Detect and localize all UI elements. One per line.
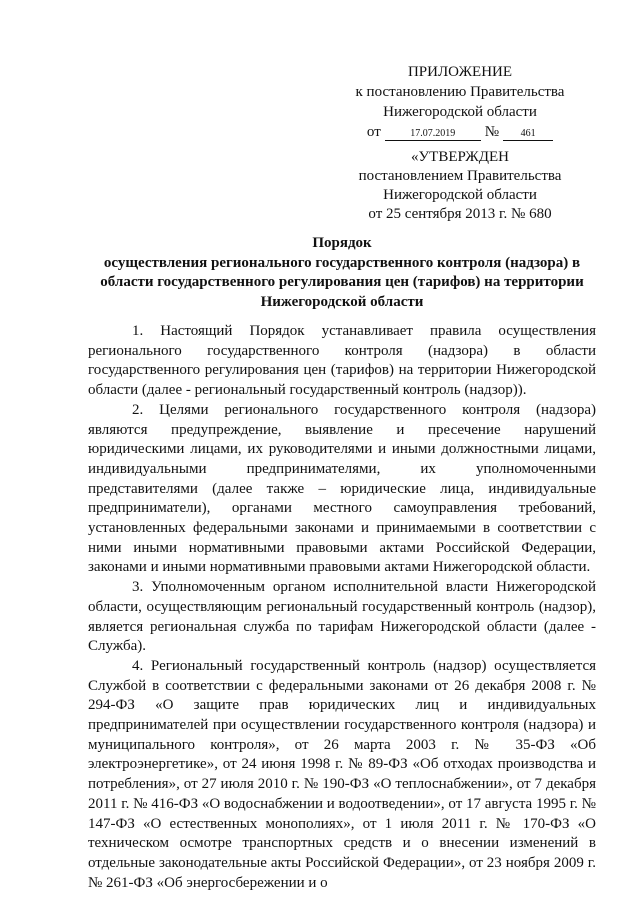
approved-line-4: от 25 сентября 2013 г. № 680 xyxy=(368,206,552,222)
from-label: от xyxy=(366,124,381,140)
appendix-line-3: Нижегородской области xyxy=(383,104,537,120)
resolution-date: 17.07.2019 xyxy=(385,128,481,141)
paragraph-1: 1. Настоящий Порядок устанавливает правила осуществления регионального государственного контроля (надзора) в области государственного регулирования цен (тарифов) на территории Нижегородской области (далее - региональный государственный контроль (надзор)). xyxy=(88,323,596,399)
approved-line-1: «УТВЕРЖДЕН xyxy=(411,149,509,165)
resolution-number: 461 xyxy=(503,128,553,141)
document-body xyxy=(88,322,596,893)
appendix-heading: ПРИЛОЖЕНИЕ xyxy=(407,64,513,80)
appendix-line-2: к постановлению Правительства xyxy=(355,84,565,100)
paragraph-4: 4. Региональный государственный контроль (надзор) осуществляется Службой в соответствии с федеральными законами от 26 декабря 2008 г. № 294-ФЗ «О защите прав юридических лиц и индивидуальных предпринимателей при осуществлении государственного контроля (надзора) и муниципального контроля», от 26 марта 2003 г. № 35-ФЗ «Об электроэнергетике», от 24 июня 1998 г. № 89-ФЗ «Об отходах производства и потребления», от 27 июля 2010 г. № 190-ФЗ «О теплоснабжении», от 7 декабря 2011 г. № 416-ФЗ «О водоснабжении и водоотведении», от 17 августа 1995 г. № 147-ФЗ «О естественных монополиях», от 1 июля 2011 г. № 170-ФЗ «О техническом осмотре транспортных средств и о внесении изменений в отдельные законодательные акты Российской Федерации», от 23 ноября 2009 г. № 261-ФЗ «Об энергосбережении и о xyxy=(88,657,596,891)
paragraph-3: 3. Уполномоченным органом исполнительной власти Нижегородской области, осуществляющим региональный государственный контроль (надзор), является региональная служба по тарифам Нижегородской области (далее - Служба). xyxy=(88,579,596,655)
number-label: № xyxy=(484,124,500,140)
appendix-block xyxy=(340,62,580,142)
approved-line-3: Нижегородской области xyxy=(383,187,537,203)
document-title xyxy=(88,234,596,312)
title-line-1: Порядок xyxy=(312,235,372,251)
approved-line-2: постановлением Правительства xyxy=(358,168,562,184)
paragraph-2: 2. Целями регионального государственного контроля (надзора) являются предупреждение, выявление и пресечение нарушений юридическими лицами, их руководителями и иными должностными лицами, индивидуальными предпринимателями, их уполномоченными представителями (далее также – юридические лица, индивидуальные предприниматели), органами местного самоуправления требований, установленных федеральными законами и принимаемыми в соответствии с ними иными нормативными правовыми актами Российской Федерации, законами и иными нормативными правовыми актами Нижегородской области. xyxy=(88,401,596,576)
appendix-date-line xyxy=(340,122,580,142)
approved-block xyxy=(340,148,580,224)
title-line-2: осуществления регионального государственного контроля (надзора) в области государственного регулирования цен (тарифов) на территории Нижегородской области xyxy=(100,254,584,310)
